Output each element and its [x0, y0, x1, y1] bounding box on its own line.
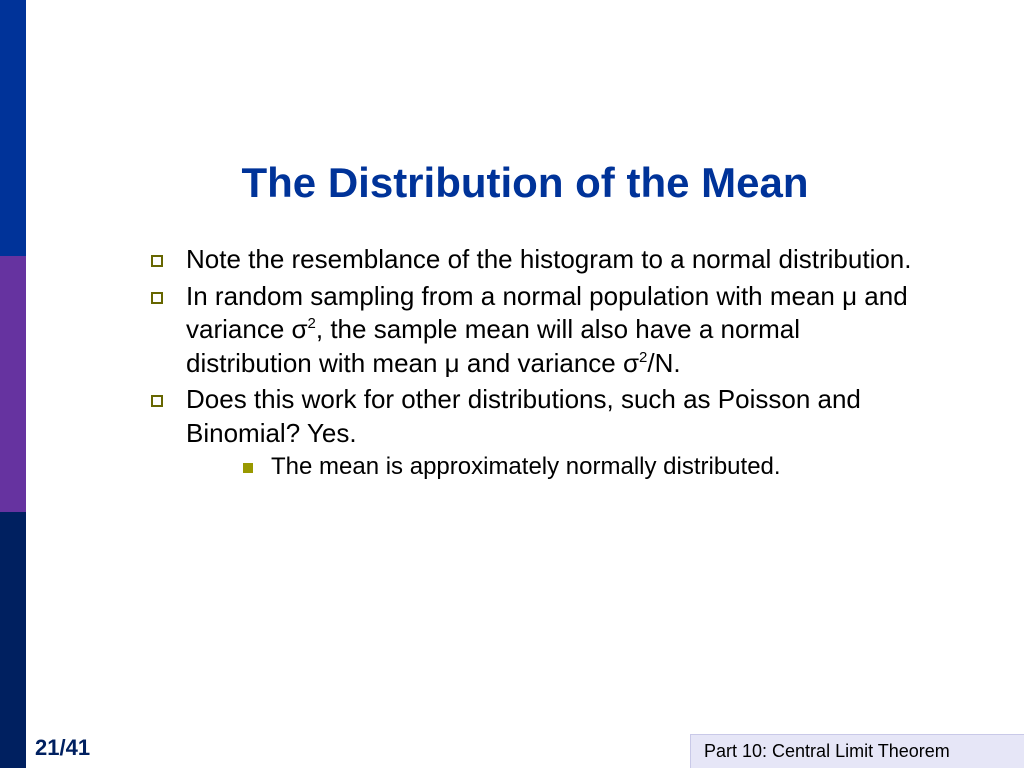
sub-bullet-list — [186, 450, 925, 484]
page-number: 21/41 — [35, 735, 91, 760]
bullet-item — [145, 280, 925, 381]
side-bar-top-segment — [0, 0, 26, 256]
hollow-square-bullet-icon — [151, 395, 163, 407]
bullet-text-part: In random sampling from a normal population with mean μ and variance σ — [186, 280, 908, 344]
superscript: 2 — [307, 315, 316, 332]
slide-title: The Distribution of the Mean — [241, 159, 809, 206]
bullet-item — [145, 243, 925, 277]
bullet-text: Does this work for other distributions, such as Poisson and Binomial? Yes. — [186, 384, 861, 448]
bullet-text: Note the resemblance of the histogram to a normal distribution. — [186, 244, 912, 274]
sub-bullet-text: The mean is approximately normally distributed. — [271, 453, 781, 480]
superscript: 2 — [639, 348, 648, 366]
bullet-text-part: , the sample mean will also have a normal distribution with mean μ and variance σ — [186, 314, 801, 378]
bullet-text-part: /N. — [647, 347, 681, 378]
side-bar-middle-segment — [0, 256, 26, 512]
bullet-item — [145, 383, 925, 484]
bullet-list — [145, 243, 925, 487]
footer-section-label: Part 10: Central Limit Theorem — [704, 741, 950, 761]
sub-bullet-item — [231, 450, 925, 484]
bullet-text — [186, 281, 908, 378]
side-bar-bottom-segment — [0, 512, 26, 768]
footer-section-box — [690, 734, 1024, 768]
filled-square-bullet-icon — [243, 463, 253, 473]
hollow-square-bullet-icon — [151, 292, 163, 304]
hollow-square-bullet-icon — [151, 255, 163, 267]
side-accent-bar — [0, 0, 26, 768]
